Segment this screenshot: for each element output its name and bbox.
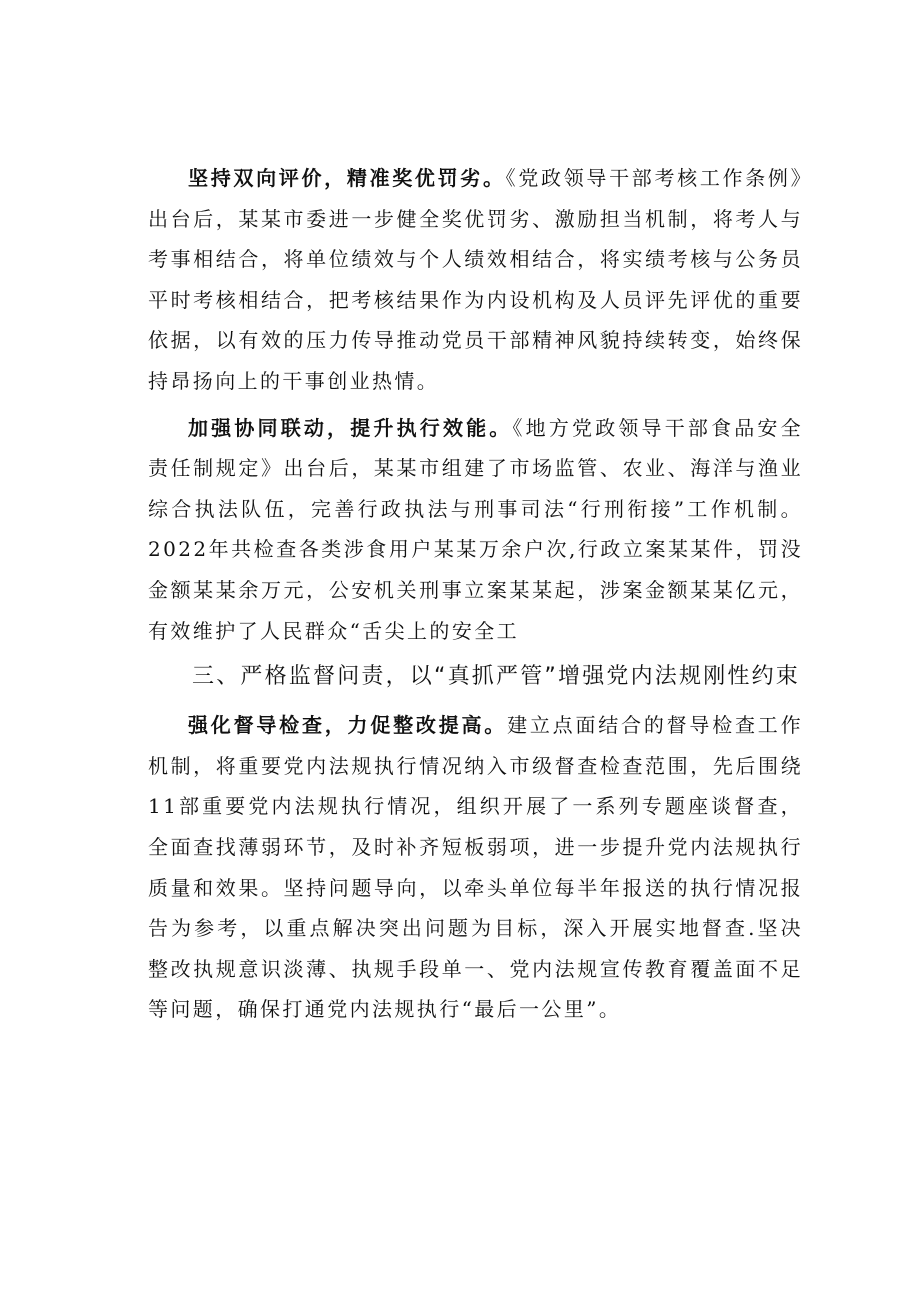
paragraph-evaluation — [148, 158, 803, 402]
paragraph-text: 建立点面结合的督导检查工作机制，将重要党内法规执行情况纳入市级督查检查范围，先后围绕11部重要党内法规执行情况，组织开展了一系列专题座谈督查，全面查找薄弱环节，及时补齐短板弱项，进一步提升党内法规执行质量和效果。坚持问题导向，以牵头单位每半年报送的执行情况报告为参考，以重点解决突出问题为目标，深入开展实地督查.坚决整改执规意识淡薄、执规手段单一、党内法规宣传教育覆盖面不足等问题，确保打通党内法规执行“最后一公里”。 — [148, 713, 803, 1022]
paragraph-text: 《地方党政领导干部食品安全责任制规定》出台后，某某市组建了市场监管、农业、海洋与渔业综合执法队伍，完善行政执法与刑事司法“行刑衔接”工作机制。2022年共检查各类涉食用户某某万余户次,行政立案某某件，罚没金额某某余万元，公安机关刑事立案某某起，涉案金额某某亿元，有效维护了人民群众“舌尖上的安全工 — [148, 415, 804, 643]
paragraph-text: 《党政领导干部考核工作条例》出台后，某某市委进一步健全奖优罚劣、激励担当机制，将考人与考事相结合，将单位绩效与个人绩效相结合，将实绩考核与公务员平时考核相结合，把考核结果作为内设机构及人员评先评优的重要依据，以有效的压力传导推动党员干部精神风貌持续转变，始终保持昂扬向上的干事创业热情。 — [148, 166, 803, 393]
paragraph-lead: 坚持双向评价，精准奖优罚劣。 — [188, 166, 506, 190]
paragraph-coordination — [148, 408, 803, 652]
section-heading: 三、严格监督问责，以“真抓严管”增强党内法规刚性约束 — [192, 664, 800, 690]
paragraph-supervision — [148, 705, 803, 1030]
paragraph-lead: 强化督导检查，力促整改提高。 — [188, 713, 508, 738]
document-body — [148, 158, 803, 1030]
paragraph-lead: 加强协同联动，提升执行效能。 — [188, 415, 513, 440]
